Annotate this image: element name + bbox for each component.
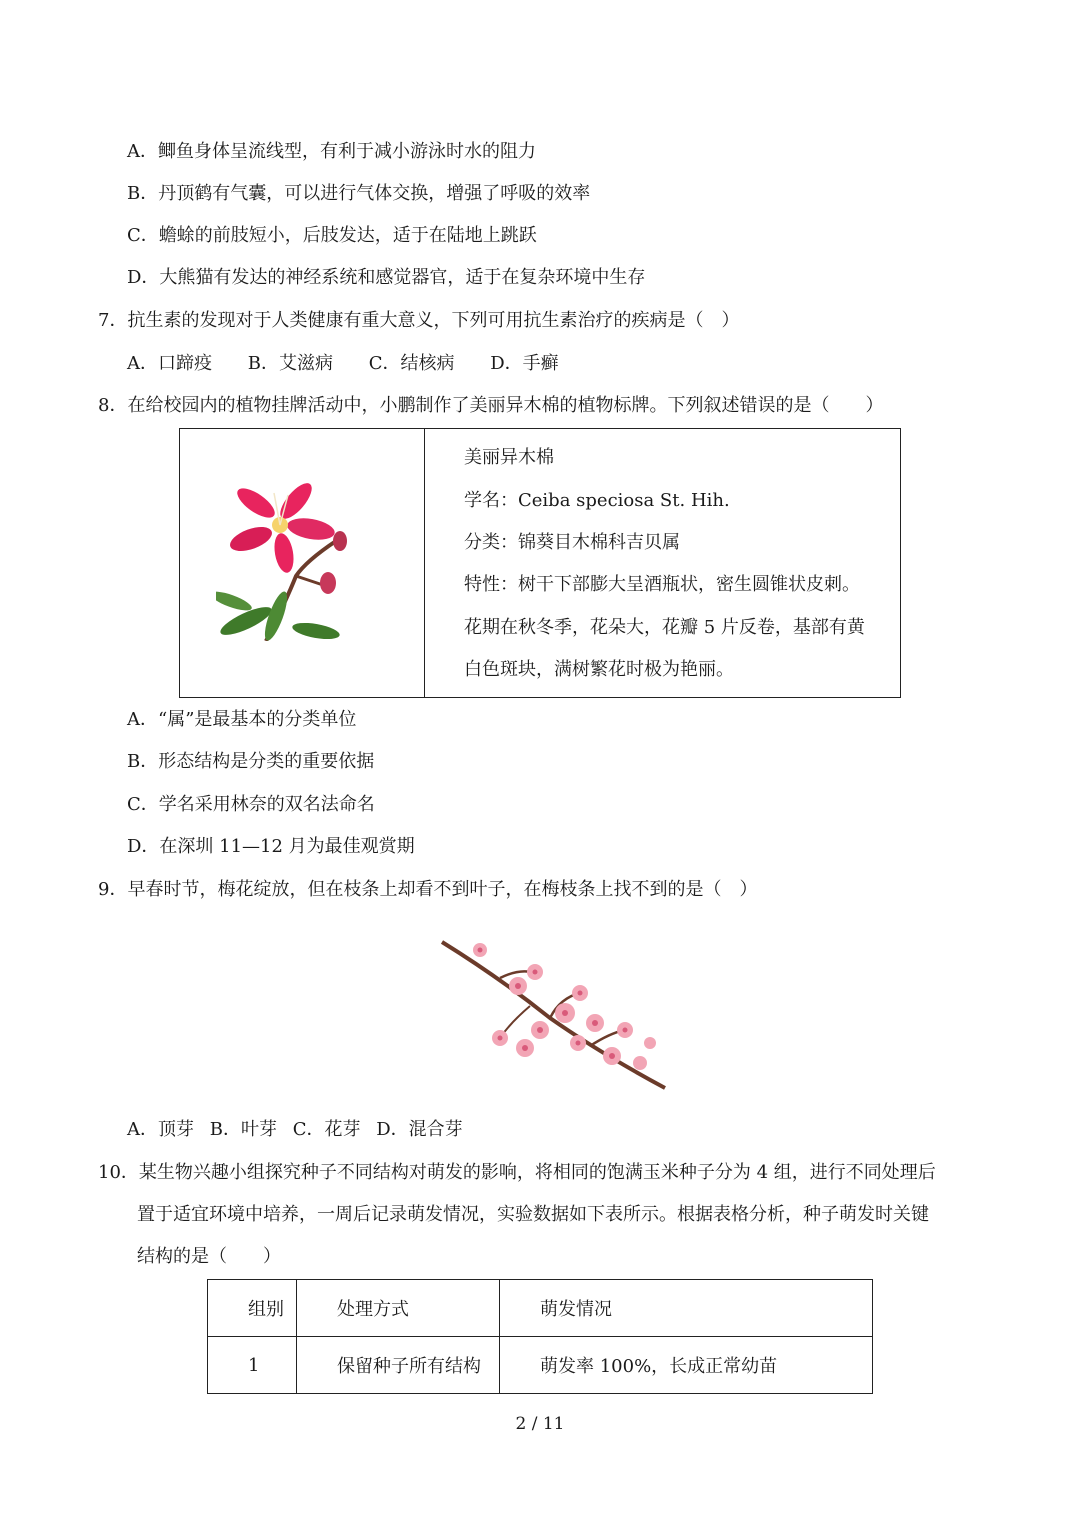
- q9-option-b: B．叶芽: [209, 1119, 277, 1140]
- cell-treatment: 保留种子所有结构: [297, 1337, 500, 1394]
- plum-blossom-branch-image: [440, 938, 668, 1092]
- q7-option-c: C．结核病: [368, 353, 455, 374]
- q7-option-d: D．手癣: [490, 353, 559, 374]
- q8-option-a: A．“属”是最基本的分类单位: [127, 709, 357, 730]
- cell-group: 1: [208, 1337, 297, 1394]
- q6-option-c: C．蟾蜍的前肢短小，后肢发达，适于在陆地上跳跃: [127, 225, 537, 246]
- q9-option-c: C．花芽: [292, 1119, 361, 1140]
- card-feature-line-1: 特性：树干下部膨大呈酒瓶状，密生圆锥状皮刺。: [464, 574, 860, 595]
- cell-germination: 萌发率 100%，长成正常幼苗: [500, 1337, 873, 1394]
- card-divider: [424, 429, 425, 697]
- table-header-row: [208, 1280, 873, 1337]
- q10-stem-line-1: 10．某生物兴趣小组探究种子不同结构对萌发的影响，将相同的饱满玉米种子分为 4 组，进行不同处理后: [98, 1162, 936, 1183]
- q10-stem-line-3: 结构的是（ ）: [137, 1246, 281, 1267]
- q7-option-a: A．口蹄疫: [127, 353, 212, 374]
- plant-label-card: [179, 428, 901, 698]
- q9-option-a: A．顶芽: [127, 1119, 194, 1140]
- q8-option-d: D．在深圳 11—12 月为最佳观赏期: [127, 836, 415, 857]
- q6-option-a: A．鲫鱼身体呈流线型，有利于减小游泳时水的阻力: [127, 141, 536, 162]
- card-plant-name: 美丽异木棉: [464, 447, 554, 468]
- q9-options: [127, 1118, 473, 1142]
- card-classification: 分类：锦葵目木棉科吉贝属: [464, 532, 680, 553]
- card-feature-line-3: 白色斑块，满树繁花时极为艳丽。: [464, 659, 734, 680]
- header-germination: 萌发情况: [500, 1280, 873, 1337]
- page-number: 2 / 11: [515, 1414, 565, 1434]
- q7-stem: 7．抗生素的发现对于人类健康有重大意义，下列可用抗生素治疗的疾病是（ ）: [98, 310, 740, 331]
- q8-stem: 8．在给校园内的植物挂牌活动中，小鹏制作了美丽异木棉的植物标牌。下列叙述错误的是（ ）: [98, 395, 884, 416]
- header-group: 组别: [208, 1280, 297, 1337]
- germination-table: [207, 1279, 873, 1394]
- q6-option-d: D．大熊猫有发达的神经系统和感觉器官，适于在复杂环境中生存: [127, 267, 646, 288]
- q8-option-c: C．学名采用林奈的双名法命名: [127, 794, 375, 815]
- q10-stem-line-2: 置于适宜环境中培养，一周后记录萌发情况，实验数据如下表所示。根据表格分析，种子萌发时关键: [137, 1204, 929, 1225]
- q7-options: [127, 352, 589, 376]
- q9-stem: 9．早春时节，梅花绽放，但在枝条上却看不到叶子，在梅枝条上找不到的是（ ）: [98, 879, 758, 900]
- q9-option-d: D．混合芽: [376, 1119, 463, 1140]
- card-scientific-name: 学名：Ceiba speciosa St. Hih.: [464, 490, 730, 511]
- card-feature-line-2: 花期在秋冬季，花朵大，花瓣 5 片反卷，基部有黄: [464, 617, 865, 638]
- table-row: [208, 1337, 873, 1394]
- q7-option-b: B．艾滋病: [247, 353, 333, 374]
- q6-option-b: B．丹顶鹤有气囊，可以进行气体交换，增强了呼吸的效率: [127, 183, 591, 204]
- silk-floss-flower-image: [216, 481, 356, 641]
- q8-option-b: B．形态结构是分类的重要依据: [127, 751, 375, 772]
- header-treatment: 处理方式: [297, 1280, 500, 1337]
